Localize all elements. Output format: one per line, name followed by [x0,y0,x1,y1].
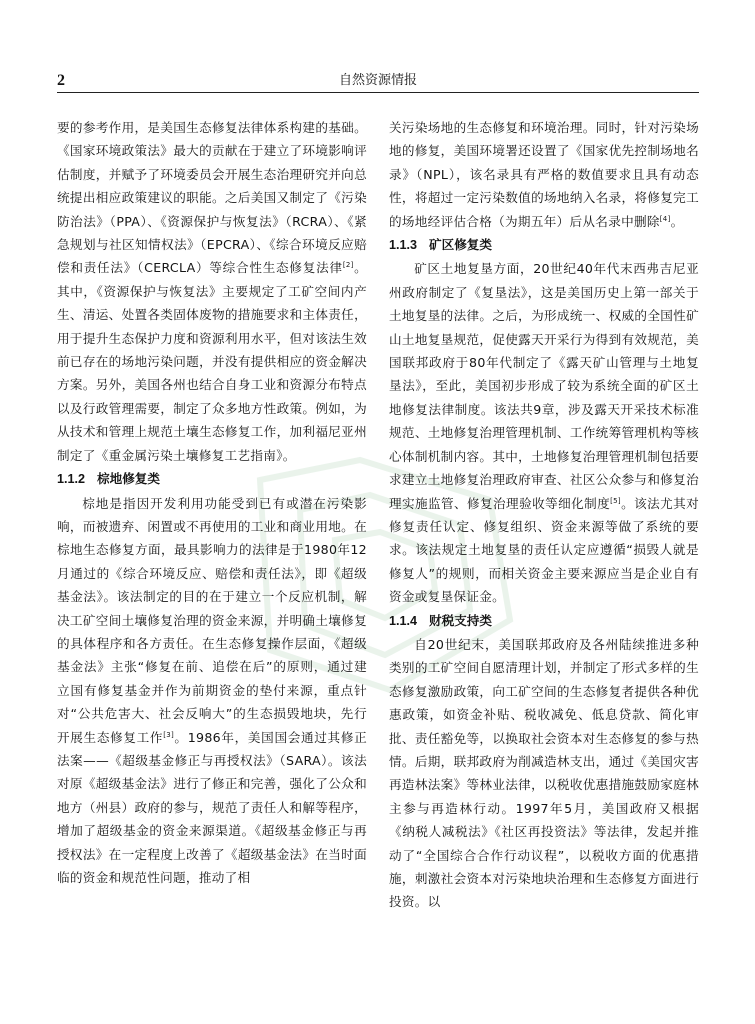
paragraph-text: 自20世纪末，美国联邦政府及各州陆续推进多种类别的工矿空间自愿清理计划，并制定了形式多样的生态修复激励政策，向工矿空间的生态修复者提供各种优惠政策，如资金补贴、税收减免、低息贷款、简化审批、责任豁免等，以换取社会资本对生态修复的参与热情。后期，联邦政府为削减造林支出，通过《美国灾害再造林法案》等林业法律，以税收优惠措施鼓励家庭林主参与再造林行动。1997年5月，美国政府又根据《纳税人减税法》《社区再投资法》等法律，发起并推动了“全国综合合作行动议程”，以税收方面的优惠措施，刺激社会资本对污染地块治理和生态修复方面进行投资。以 [389,636,699,910]
section-number: 1.1.2 [57,472,86,487]
paragraph-text: 。 [670,213,684,229]
journal-title: 自然资源情报 [338,73,417,88]
paragraph-text: 。该法尤其对修复责任认定、修复组织、资金来源等做了系统的要求。该法规定土地复垦的责任认定应遵循“损毁人就是修复人”的规则，而相关资金主要来源应当是企业自有资金或复垦保证金。 [389,495,699,605]
paragraph [57,492,367,890]
paragraph [57,116,367,467]
paragraph-text: 要的参考作用，是美国生态修复法律体系构建的基础。《国家环境政策法》最大的贡献在于建立了环境影响评估制度，并赋予了环境委员会开展生态治理研究并向总统提出相应政策建议的职能。之后美国又制定了《污染防治法》（PPA）、《资源保护与恢复法》（RCRA）、《紧急规划与社区知情权法》（EPCRA）、《综合环境反应赔偿和责任法》（CERCLA）等综合性生态修复法律 [57,120,367,276]
citation: [2] [342,261,354,270]
section-title: 棕地修复类 [97,471,160,487]
paragraph-text: 矿区土地复垦方面，20世纪40年代末西弗吉尼亚州政府制定了《复垦法》，这是美国历史上第一部关于土地复垦的法律。之后，为形成统一、权威的全国性矿山土地复垦规范，促使露天开采行为得到有效规范，美国联邦政府于80年代制定了《露天矿山管理与土地复垦法》，至此，美国初步形成了较为系统全面的矿区土地修复法律制度。该法共9章，涉及露天开采技术标准规范、土地修复治理管理机制、工作统筹管理机构等核心体制机制内容。其中，土地修复治理管理机制包括要求建立土地修复治理政府审查、社区公众参与和修复治理实施监管、修复治理验收等细化制度 [389,261,699,511]
paragraph-text: 棕地是指因开发利用功能受到已有或潜在污染影响，而被遗弃、闲置或不再使用的工业和商业用地。在棕地生态修复方面，最具影响力的法律是于1980年12月通过的《综合环境反应、赔偿和责任法》，即《超级基金法》。该法制定的目的在于建立一个反应机制，解决工矿空间土壤修复治理的资金来源，并明确土壤修复的具体程序和各方责任。在生态修复操作层面，《超级基金法》主张“修复在前、追偿在后”的原则，通过建立国有修复基金并作为前期资金的垫付来源，重点针对“公共危害大、社会反响大”的生态损毁地块，先行开展生态修复工作 [57,495,367,745]
left-column [57,116,367,889]
paragraph-text: 。其中，《资源保护与恢复法》主要规定了工矿空间内产生、清运、处置各类固体废物的措施要求和主体责任，用于提升生态保护力度和资源利用水平，但对该法生效前已存在的场地污染问题，并没有提供相应的资金解决方案。另外，美国各州也结合自身工业和资源分布特点以及行政管理需要，制定了众多地方性政策。例如，为从技术和管理上规范土壤生态修复工作，加利福尼亚州制定了《重金属污染土壤修复工艺指南》。 [57,260,367,463]
page-header [57,58,699,94]
section-title: 财税支持类 [429,612,492,628]
section-heading [389,233,699,257]
header-rule [57,92,699,93]
right-column [389,116,699,914]
section-number: 1.1.3 [389,238,418,253]
paragraph-text: 关污染场地的生态修复和环境治理。同时，针对污染场地的修复，美国环境署还设置了《国家优先控制场地名录》（NPL），该名录具有严格的数值要求且具有动态性，将超过一定污染数值的场地纳入名录，将修复完工的场地经评估合格（为期五年）后从名录中删除 [389,120,699,229]
citation: [5] [610,496,621,505]
paragraph [389,633,699,914]
paragraph [389,257,699,608]
section-heading [57,467,367,491]
page-number: 2 [57,72,65,89]
paragraph-text: 。1986年，美国国会通过其修正法案——《超级基金修正与再授权法》（SARA）。该法对原《超级基金法》进行了修正和完善，强化了公众和地方（州县）政府的参与，规范了责任人和解等程序，增加了超级基金的资金来源渠道。《超级基金修正与再授权法》在一定程度上改善了《超级基金法》在当时面临的资金和规范性问题，推动了相 [57,729,367,885]
section-heading [389,609,699,633]
citation: [4] [659,214,671,223]
citation: [3] [163,730,175,739]
section-title: 矿区修复类 [429,237,492,253]
paragraph [389,116,699,233]
section-number: 1.1.4 [389,613,418,628]
